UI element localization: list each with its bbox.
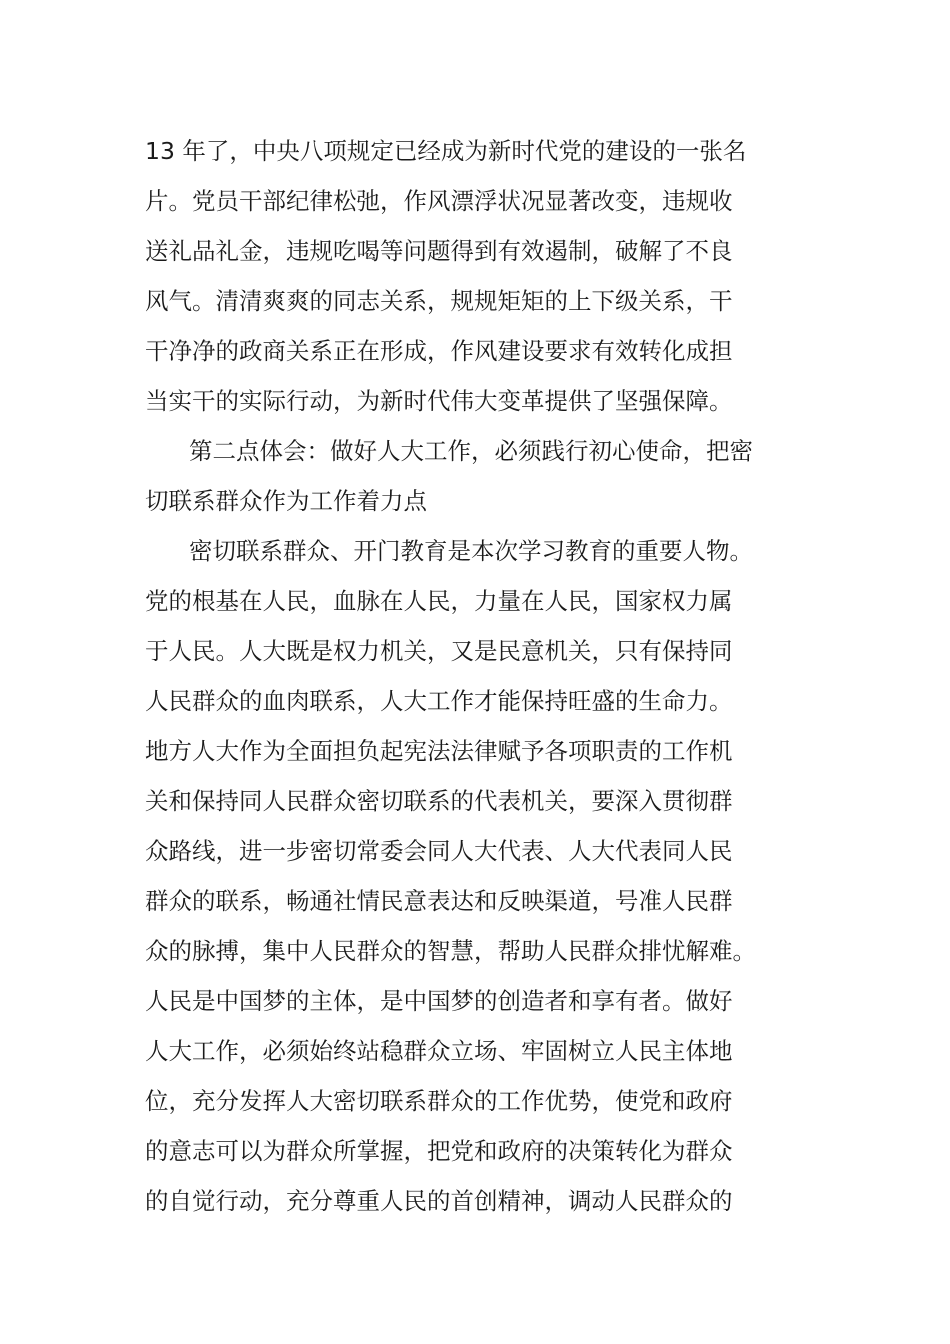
text-line: 人民是中国梦的主体，是中国梦的创造者和享有者。做好: [145, 987, 733, 1015]
text-line: 人大工作，必须始终站稳群众立场、牢固树立人民主体地: [145, 1037, 733, 1065]
text-line: 位，充分发挥人大密切联系群众的工作优势，使党和政府: [145, 1087, 733, 1115]
text-line: 党的根基在人民，血脉在人民，力量在人民，国家权力属: [145, 587, 733, 615]
text-line: 的意志可以为群众所掌握，把党和政府的决策转化为群众: [145, 1137, 733, 1165]
section-heading-line: 第二点体会：做好人大工作，必须践行初心使命，把密: [189, 437, 753, 465]
text-line: 片。党员干部纪律松弛，作风漂浮状况显著改变，违规收: [145, 187, 733, 215]
text-line: 众路线，进一步密切常委会同人大代表、人大代表同人民: [145, 837, 733, 865]
text-line: 于人民。人大既是权力机关，又是民意机关，只有保持同: [145, 637, 733, 665]
text-line: 人民群众的血肉联系，人大工作才能保持旺盛的生命力。: [145, 687, 733, 715]
text-line: 当实干的实际行动，为新时代伟大变革提供了坚强保障。: [145, 387, 733, 415]
text-line: 众的脉搏，集中人民群众的智慧，帮助人民群众排忧解难。: [145, 937, 756, 965]
text-line: 13 年了，中央八项规定已经成为新时代党的建设的一张名: [145, 137, 747, 165]
text-line: 关和保持同人民群众密切联系的代表机关，要深入贯彻群: [145, 787, 733, 815]
body-text: [145, 126, 815, 1226]
text-line: 地方人大作为全面担负起宪法法律赋予各项职责的工作机: [145, 737, 733, 765]
text-line: 送礼品礼金，违规吃喝等问题得到有效遏制，破解了不良: [145, 237, 733, 265]
section-heading-line: 切联系群众作为工作着力点: [145, 487, 427, 515]
text-line: 群众的联系，畅通社情民意表达和反映渠道，号准人民群: [145, 887, 733, 915]
text-line: 干净净的政商关系正在形成，作风建设要求有效转化成担: [145, 337, 733, 365]
text-line: 风气。清清爽爽的同志关系，规规矩矩的上下级关系，干: [145, 287, 733, 315]
paragraph-first-line: 密切联系群众、开门教育是本次学习教育的重要人物。: [189, 537, 753, 565]
text-line: 的自觉行动，充分尊重人民的首创精神，调动人民群众的: [145, 1187, 733, 1215]
